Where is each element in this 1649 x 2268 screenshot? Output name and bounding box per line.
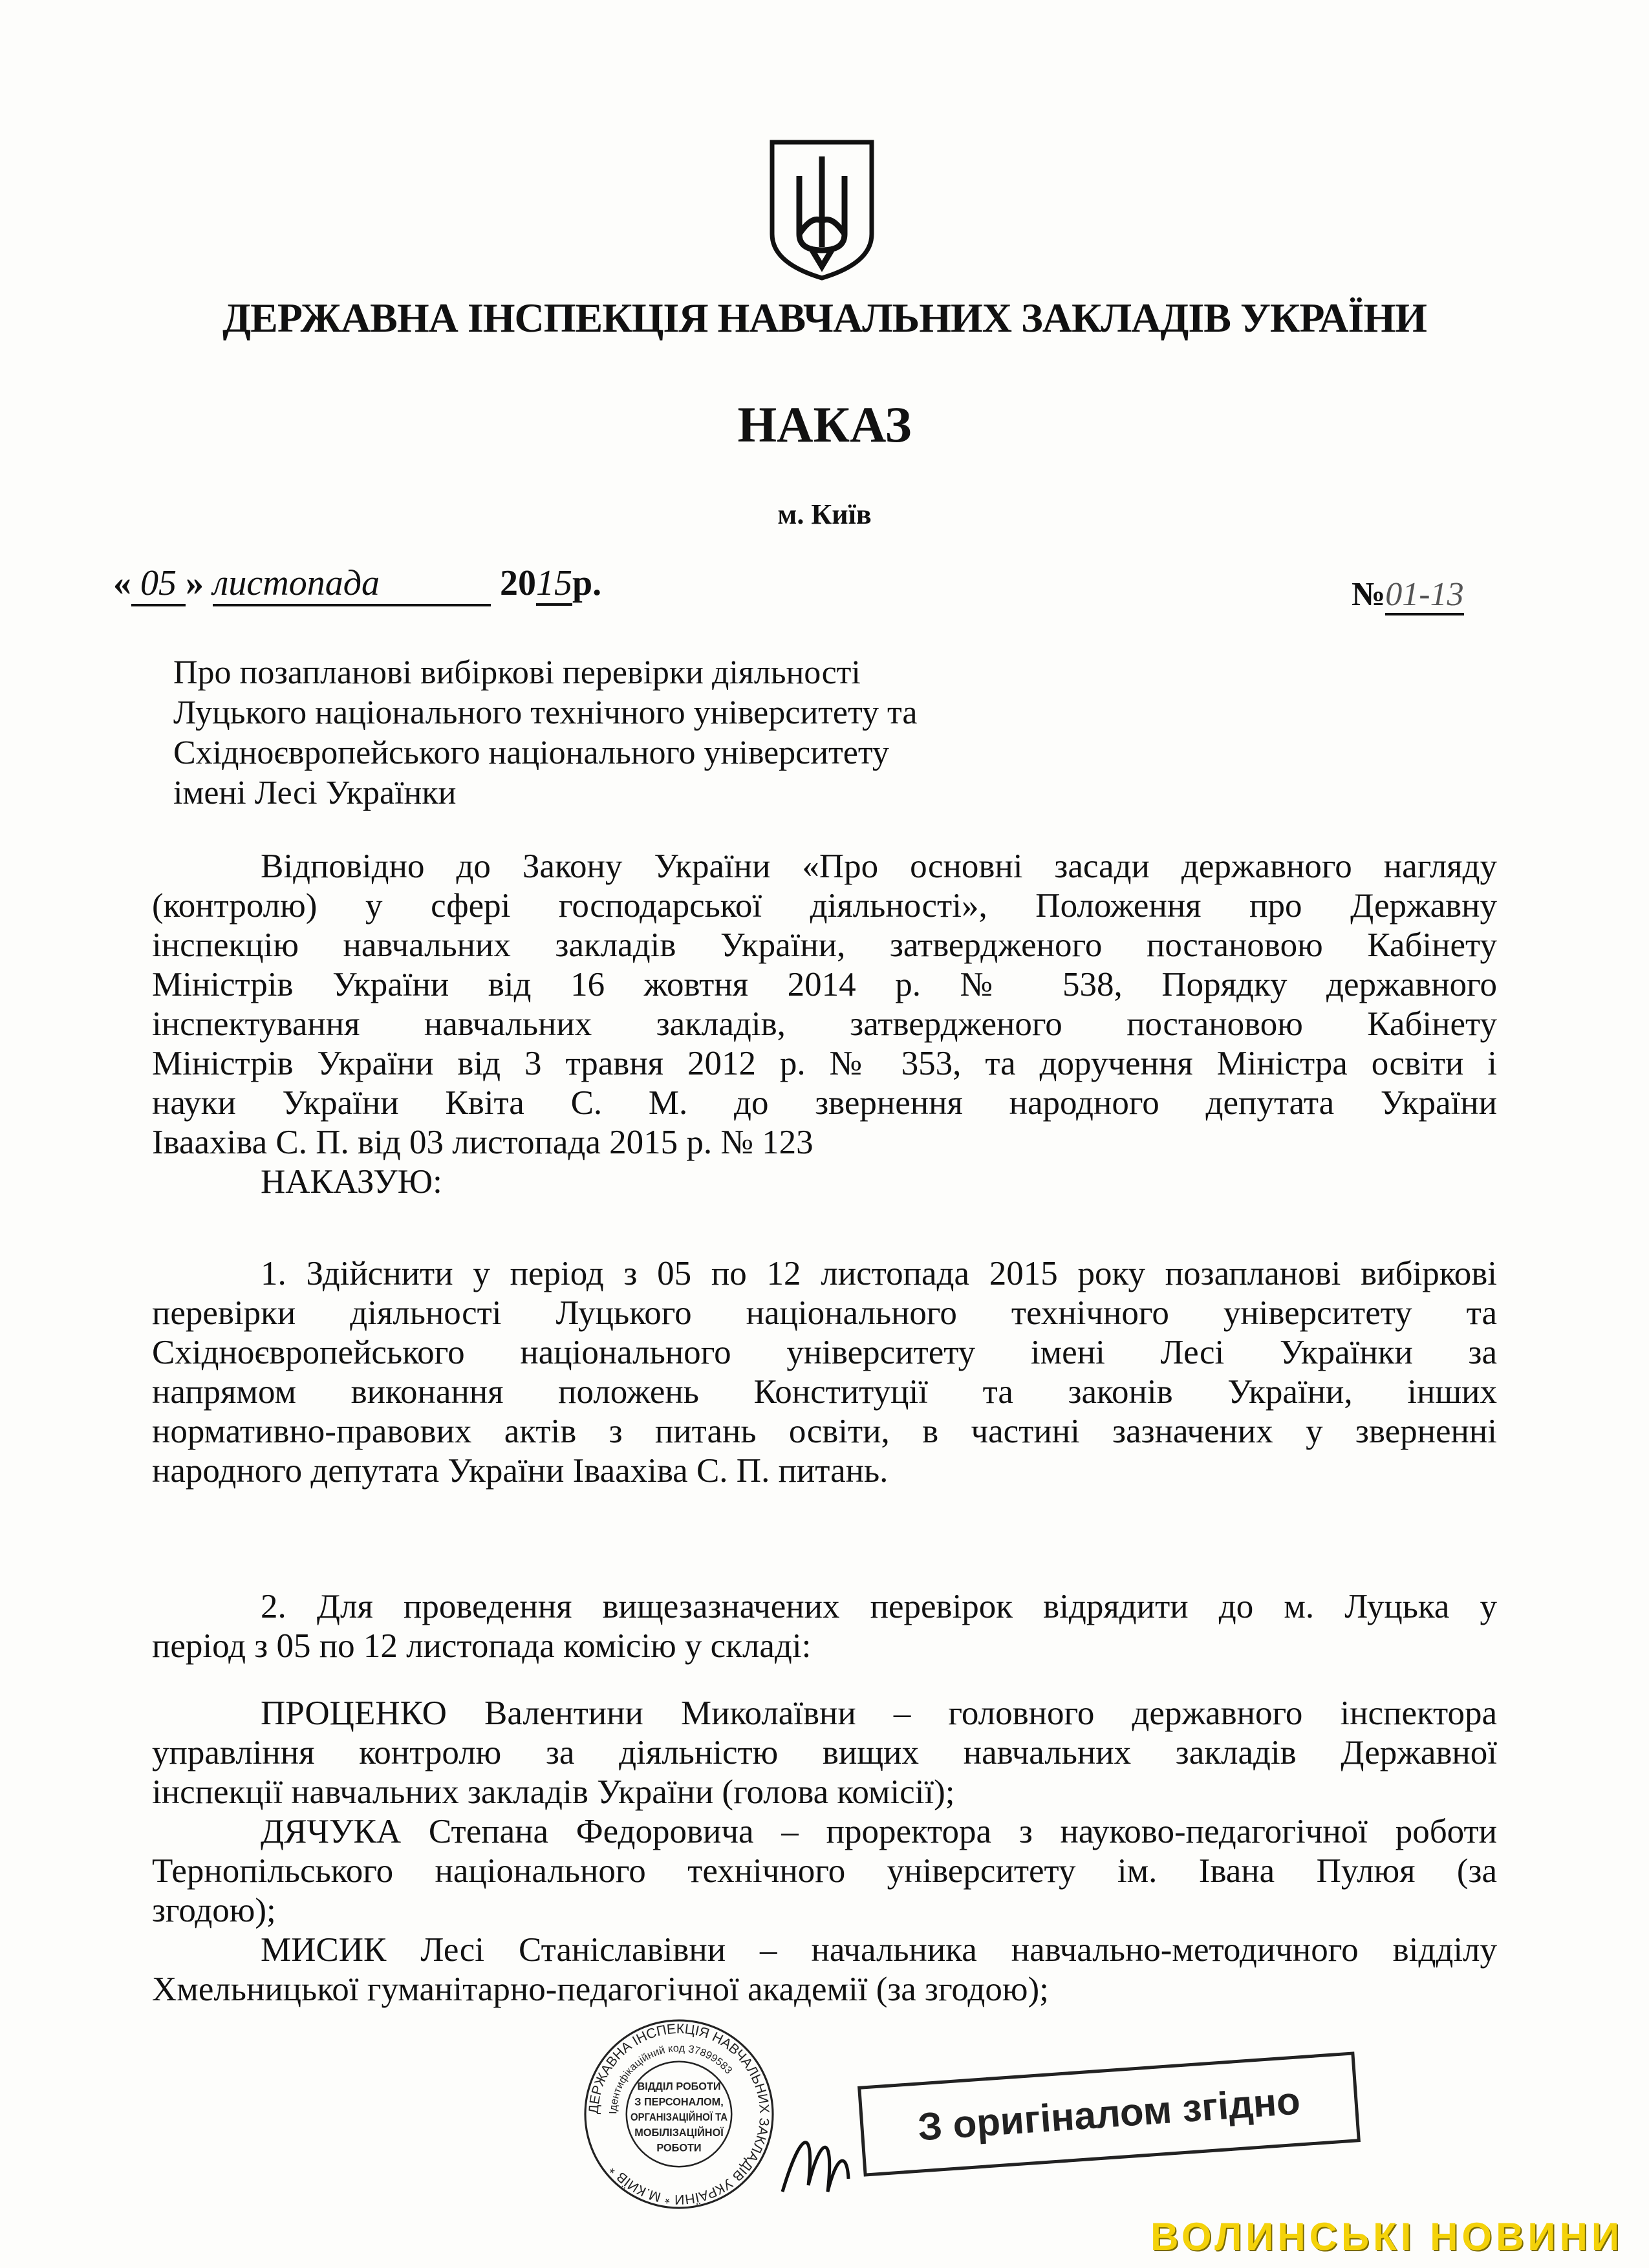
document-number: [1352, 575, 1464, 614]
subject-line: Про позапланові вибіркові перевірки діяльності: [173, 654, 861, 691]
stamp-outer-text: ДЕРЖАВНА ІНСПЕКЦІЯ НАВЧАЛЬНИХ ЗАКЛАДІВ УКРАЇНИ * М.КИЇВ *: [585, 2020, 773, 2208]
text-line: Східноєвропейського національного університету імені Лесі Українки за: [152, 1334, 1497, 1371]
subject-line: Східноєвропейського національного університету: [173, 734, 889, 771]
year-prefix: 20: [500, 563, 536, 603]
certified-copy-stamp: З оригіналом згідно: [857, 2051, 1361, 2176]
commission-members: [152, 1694, 1497, 2009]
text-line: Іваахіва С. П. від 03 листопада 2015 р. № 123: [152, 1124, 814, 1161]
text-line: ПРОЦЕНКО Валентини Миколаївни – головного державного інспектора: [261, 1695, 1497, 1732]
preamble: [152, 847, 1497, 1202]
text-line: Міністрів України від 3 травня 2012 р. № 353, та доручення Міністра освіти і: [152, 1045, 1497, 1082]
signature: [776, 2101, 854, 2198]
member-mysyk: [152, 1931, 1497, 2009]
text-line: Міністрів України від 16 жовтня 2014 р. № 538, Порядку державного: [152, 966, 1497, 1003]
text-line: 1. Здійснити у період з 05 по 12 листопада 2015 року позапланові вибіркові: [261, 1255, 1497, 1292]
text-line: перевірки діяльності Луцького національного технічного університету та: [152, 1294, 1497, 1332]
year-unit: р.: [572, 563, 602, 603]
text-line: Тернопільського національного технічного університету ім. Івана Пулюя (за: [152, 1852, 1497, 1890]
subject-line: Луцького національного технічного університету та: [173, 694, 918, 731]
text-line: інспектування навчальних закладів, затвердженого постановою Кабінету: [152, 1005, 1497, 1043]
city: м. Київ: [777, 498, 872, 530]
text-line: Відповідно до Закону України «Про основні засади державного нагляду: [261, 848, 1497, 885]
watermark: ВОЛИНСЬКІ НОВИНИ: [1150, 2215, 1623, 2258]
item-2: [152, 1587, 1497, 1666]
text-line: інспекцію навчальних закладів України, затвердженого постановою Кабінету: [152, 926, 1497, 964]
text-line: нормативно-правових актів з питань освіти, в частині зазначених у зверненні: [152, 1413, 1497, 1450]
text-line: період з 05 по 12 листопада комісію у складі:: [152, 1627, 812, 1665]
organization-title: ДЕРЖАВНА ІНСПЕКЦІЯ НАВЧАЛЬНИХ ЗАКЛАДІВ УКРАЇНИ: [222, 295, 1427, 341]
document-type: НАКАЗ: [737, 396, 912, 453]
text-line: науки України Квіта С. М. до звернення народного депутата України: [152, 1084, 1497, 1122]
year-suffix: 15: [536, 563, 572, 606]
subject-line: імені Лесі Українки: [173, 775, 457, 811]
text-line: МИСИК Лесі Станіславівни – начальника навчально-методичного відділу: [261, 1931, 1497, 1969]
coat-of-arms-icon: [767, 137, 877, 283]
text-line: Хмельницької гуманітарно-педагогічної академії (за згодою);: [152, 1971, 1049, 2008]
stamp-inner-line: З ПЕРСОНАЛОМ,: [634, 2096, 724, 2108]
text-line: згодою);: [152, 1892, 276, 1929]
stamp-inner-line: РОБОТИ: [656, 2142, 702, 2154]
number-label: №: [1352, 576, 1386, 613]
text-line: напрямом виконання положень Конституції та законів України, інших: [152, 1373, 1497, 1411]
date-month: листопада: [213, 562, 491, 606]
date-day: 05: [131, 562, 186, 606]
number-value: 01-13: [1385, 576, 1463, 615]
text-line: управління контролю за діяльністю вищих навчальних закладів Державної: [152, 1734, 1497, 1771]
order-word: НАКАЗУЮ:: [261, 1163, 442, 1201]
subject: [173, 653, 917, 813]
date-line: [113, 562, 601, 606]
stamp-inner-line: ВІДДІЛ РОБОТИ: [637, 2081, 721, 2093]
member-protsenko: [152, 1694, 1497, 1812]
text-line: інспекції навчальних закладів України (голова комісії);: [152, 1773, 955, 1811]
text-line: народного депутата України Іваахіва С. П. питань.: [152, 1452, 889, 1490]
text-line: ДЯЧУКА Степана Федоровича – проректора з науково-педагогічної роботи: [261, 1813, 1497, 1850]
text-line: 2. Для проведення вищезазначених перевірок відрядити до м. Луцька у: [261, 1588, 1497, 1625]
stamp-inner-line: МОБІЛІЗАЦІЙНОЇ: [634, 2126, 724, 2139]
item-1: [152, 1254, 1497, 1491]
stamp-inner-line: ОРГАНІЗАЦІЙНОЇ ТА: [630, 2112, 737, 2123]
text-line: (контролю) у сфері господарської діяльності», Положення про Державну: [152, 887, 1497, 925]
stamp-code-text: Ідентифікаційний код 37899583: [607, 2042, 735, 2115]
member-diachuk: [152, 1812, 1497, 1931]
quote-close: »: [186, 563, 204, 603]
official-stamp: [582, 2017, 776, 2211]
quote-open: «: [113, 563, 131, 603]
